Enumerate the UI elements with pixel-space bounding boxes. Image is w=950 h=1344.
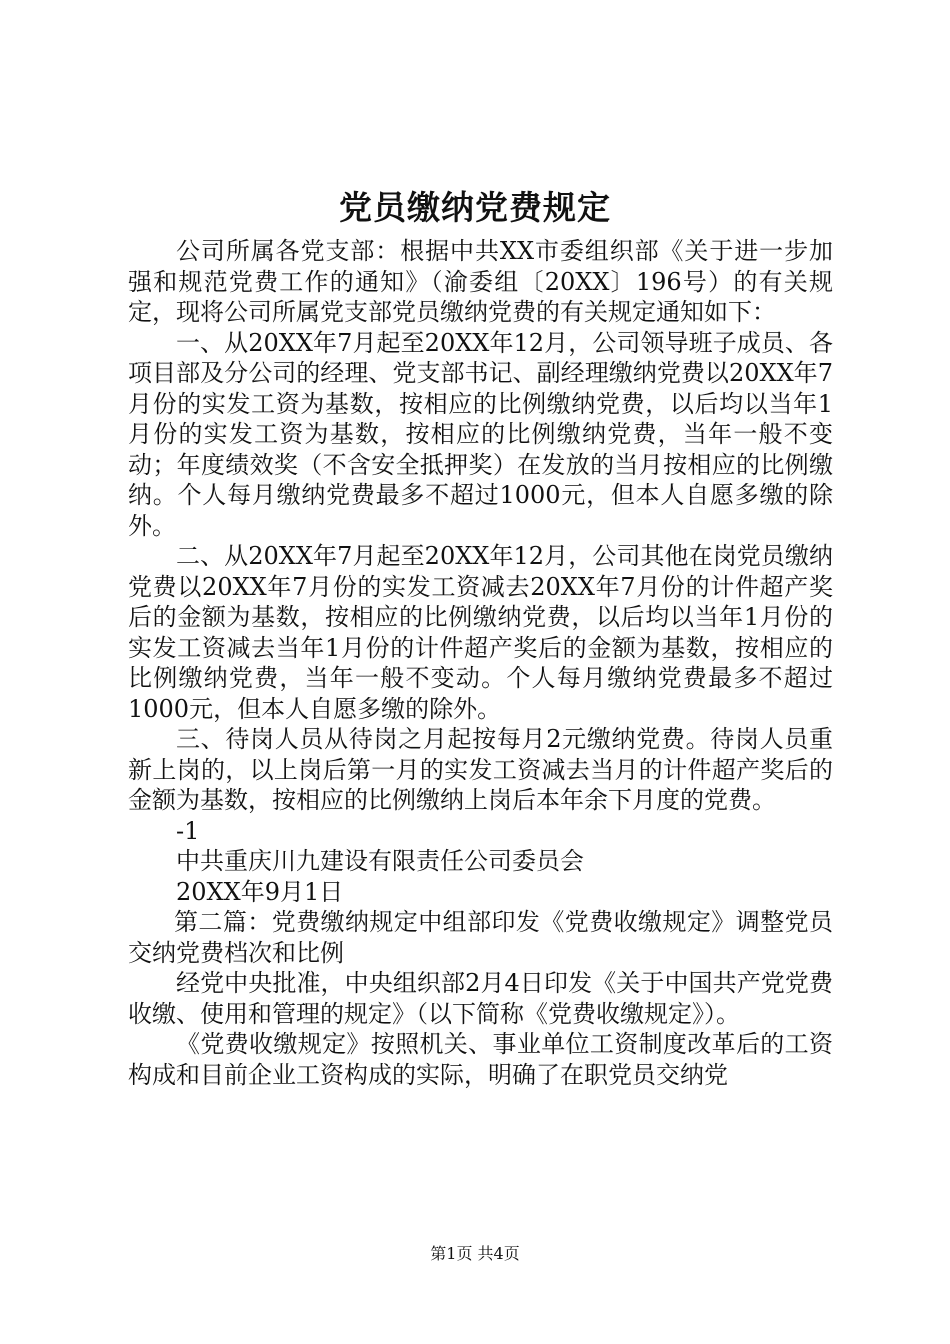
paragraph-part-two-2: 《党费收缴规定》按照机关、事业单位工资制度改革后的工资构成和目前企业工资构成的实际，明确了在职党员交纳党 [128,1030,833,1089]
paragraph-intro: 公司所属各党支部：根据中共XX市委组织部《关于进一步加强和规范党费工作的通知》（渝委组〔20XX〕196号）的有关规定，现将公司所属党支部党员缴纳党费的有关规定通知如下： [128,237,833,326]
signature-date: 20XX年9月1日 [176,877,344,906]
paragraph-item-1: 一、从20XX年7月起至20XX年12月，公司领导班子成员、各项目部及分公司的经理、党支部书记、副经理缴纳党费以20XX年7月份的实发工资为基数，按相应的比例缴纳党费，以后均以当年1月份的实发工资为基数，按相应的比例缴纳党费，当年一般不变动；年度绩效奖（不含安全抵押奖）在发放的当月按相应的比例缴纳。个人每月缴纳党费最多不超过1000元，但本人自愿多缴的除外。 [128,328,833,540]
document-title: 党员缴纳党费规定 [339,188,611,227]
page-footer: 第1页 共4页 [430,1244,520,1263]
paragraph-item-3: 三、待岗人员从待岗之月起按每月2元缴纳党费。待岗人员重新上岗的，以上岗后第一月的实发工资减去当月的计件超产奖后的金额为基数，按相应的比例缴纳上岗后本年余下月度的党费。 [128,725,833,814]
paragraph-part-two-1: 经党中央批准，中央组织部2月4日印发《关于中国共产党党费收缴、使用和管理的规定》（以下简称《党费收缴规定》）。 [128,969,833,1028]
page-marker: -1 [176,816,200,845]
signature-organization: 中共重庆川九建设有限责任公司委员会 [176,847,584,875]
document-body [128,236,833,1090]
paragraph-item-2: 二、从20XX年7月起至20XX年12月，公司其他在岗党员缴纳党费以20XX年7月份的实发工资减去20XX年7月份的计件超产奖后的金额为基数，按相应的比例缴纳党费，以后均以当年1月份的实发工资减去当年1月份的计件超产奖后的金额为基数，按相应的比例缴纳党费，当年一般不变动。个人每月缴纳党费最多不超过1000元，但本人自愿多缴的除外。 [128,542,833,723]
section-heading-part-two: 第二篇：党费缴纳规定中组部印发《党费收缴规定》调整党员交纳党费档次和比例 [128,908,833,967]
